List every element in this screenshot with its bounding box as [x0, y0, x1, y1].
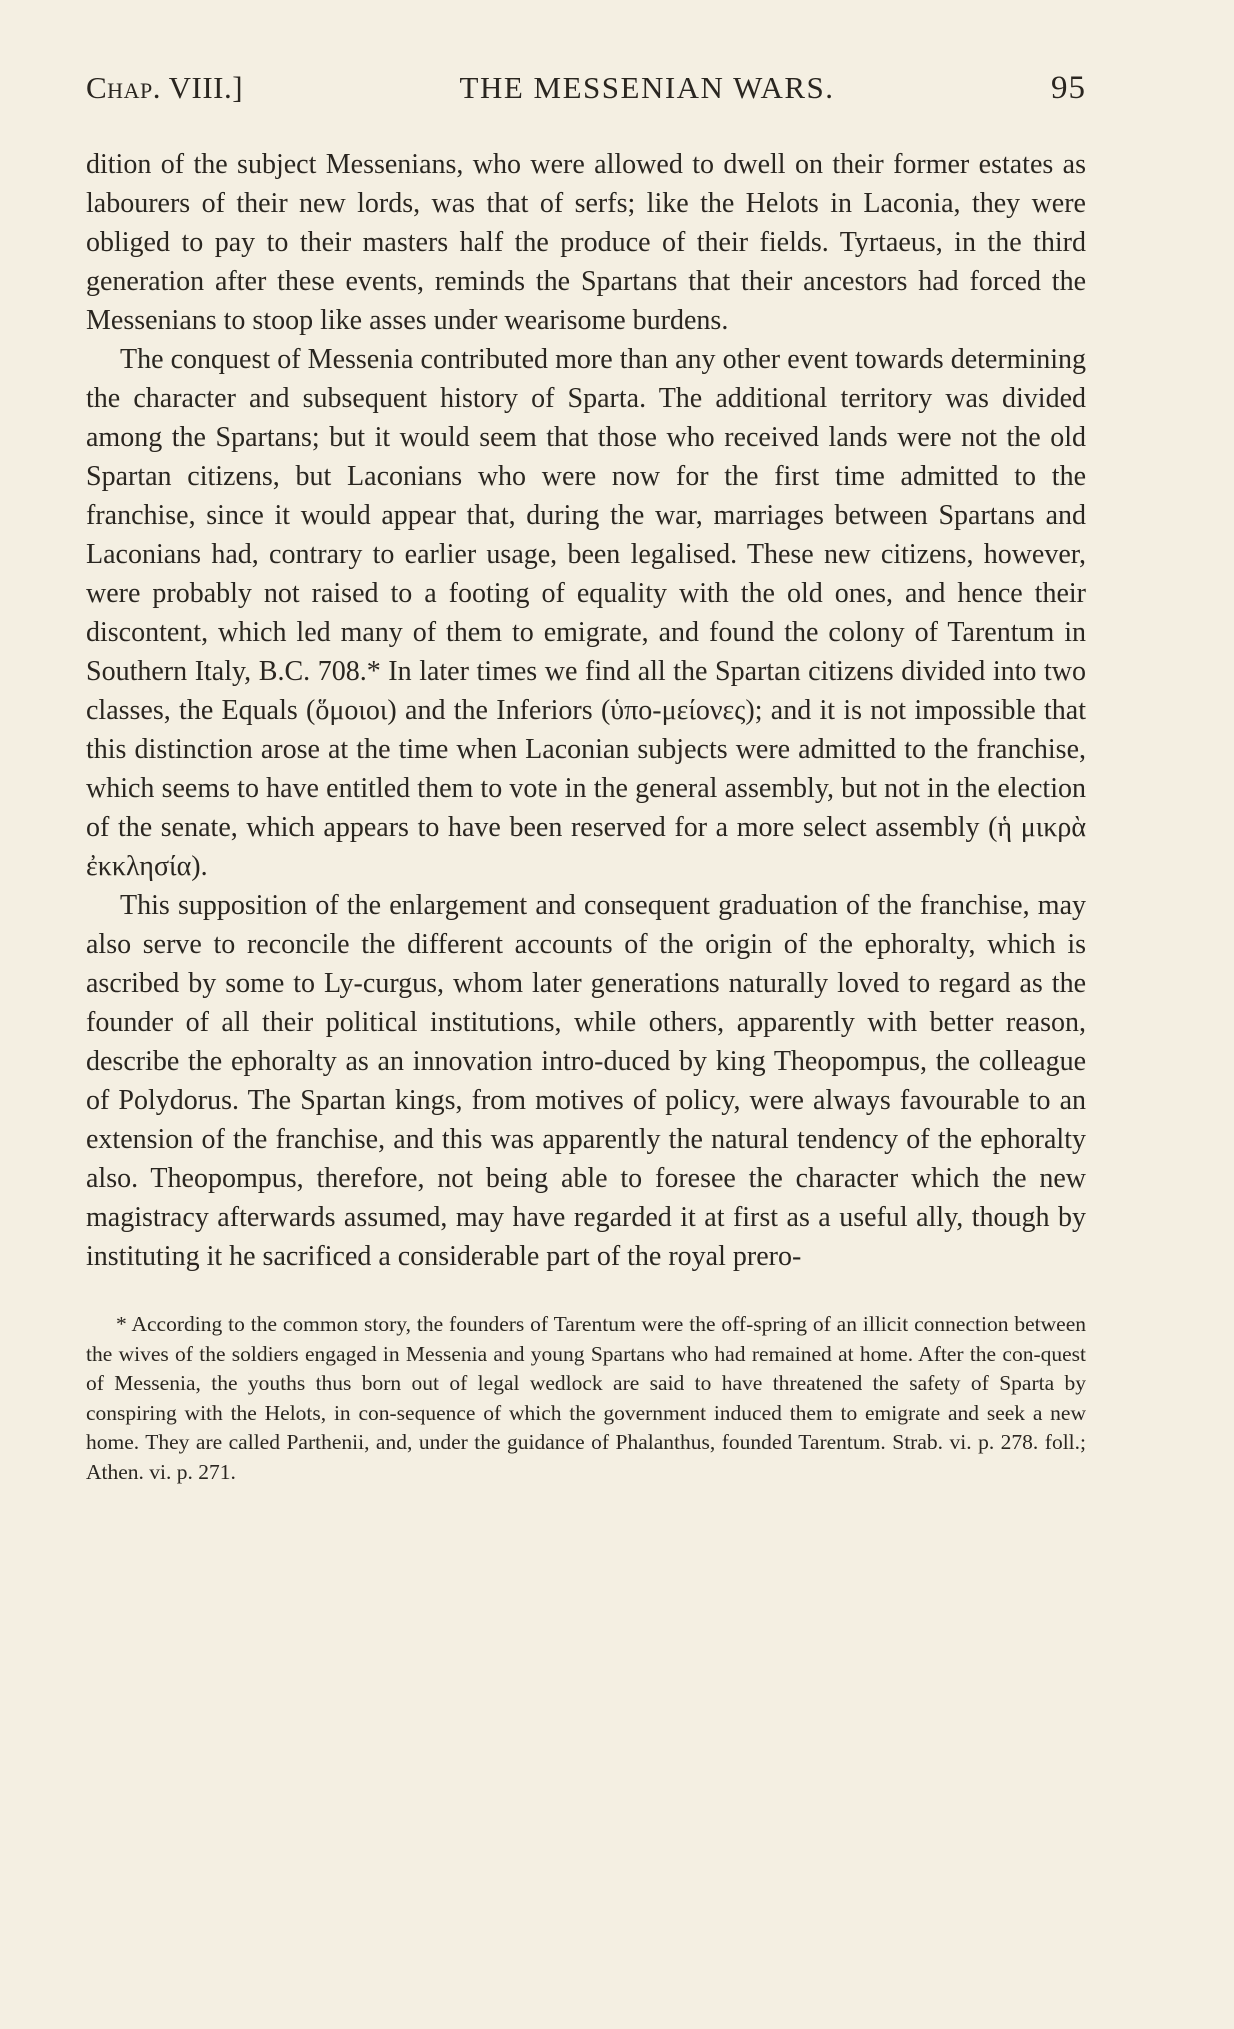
footnote: * According to the common story, the founders of Tarentum were the off-spring of an illicit connection between the wives of the soldiers engaged in Messenia and young Spartans who had remained at home. After the con-quest of Messenia, the youths thus born out of legal wedlock are said to have threatened the safety of Sparta by conspiring with the Helots, in con-sequence of which the government induced them to emigrate and seek a new home. They are called Parthenii, and, under the guidance of Phalanthus, founded Tarentum. Strab. vi. p. 278. foll.; Athen. vi. p. 271.	[86, 1312, 1086, 1484]
paragraph-3: This supposition of the enlargement and consequent graduation of the franchise, may also serve to reconcile the different accounts of the origin of the ephoralty, which is ascribed by some to Ly-curgus, whom later generations naturally loved to regard as the founder of all their political institutions, while others, apparently with better reason, describe the ephoralty as an innovation intro-duced by king Theopompus, the colleague of Polydorus. The Spartan kings, from motives of policy, were always favourable to an extension of the franchise, and this was apparently the natural tendency of the ephoralty also. Theopompus, therefore, not being able to foresee the character which the new magistracy afterwards assumed, may have regarded it at first as a useful ally, though by instituting it he sacrificed a considerable part of the royal prero-	[86, 890, 1086, 1272]
chapter-title: THE MESSENIAN WARS.	[459, 70, 835, 105]
chapter-label: Chap. VIII.]	[86, 70, 244, 105]
paragraph-1: dition of the subject Messenians, who were allowed to dwell on their former estates as labourers of their new lords, was that of serfs; like the Helots in Laconia, they were obliged to pay to their masters half the produce of their fields. Tyrtaeus, in the third generation after these events, reminds the Spartans that their ancestors had forced the Messenians to stoop like asses under wearisome burdens.	[86, 149, 1086, 336]
running-head	[86, 70, 1086, 107]
page-number: 95	[1050, 70, 1086, 106]
book-page	[86, 70, 1086, 1509]
paragraph-2: The conquest of Messenia contributed more than any other event towards determining the character and subsequent history of Sparta. The additional territory was divided among the Spartans; but it would seem that those who received lands were not the old Spartan citizens, but Laconians who were now for the first time admitted to the franchise, since it would appear that, during the war, marriages between Spartans and Laconians had, contrary to earlier usage, been legalised. These new citizens, however, were probably not raised to a footing of equality with the old ones, and hence their discontent, which led many of them to emigrate, and found the colony of Tarentum in Southern Italy, B.C. 708.* In later times we find all the Spartan citizens divided into two classes, the Equals (ὅμοιοι) and the Inferiors (ὑπο-μείονες); and it is not impossible that this distinction arose at the time when Laconian subjects were admitted to the franchise, which seems to have entitled them to vote in the general assembly, but not in the election of the senate, which appears to have been reserved for a more select assembly (ἡ μικρὰ ἐκκλησία).	[86, 344, 1086, 882]
body-text	[86, 145, 1086, 1276]
